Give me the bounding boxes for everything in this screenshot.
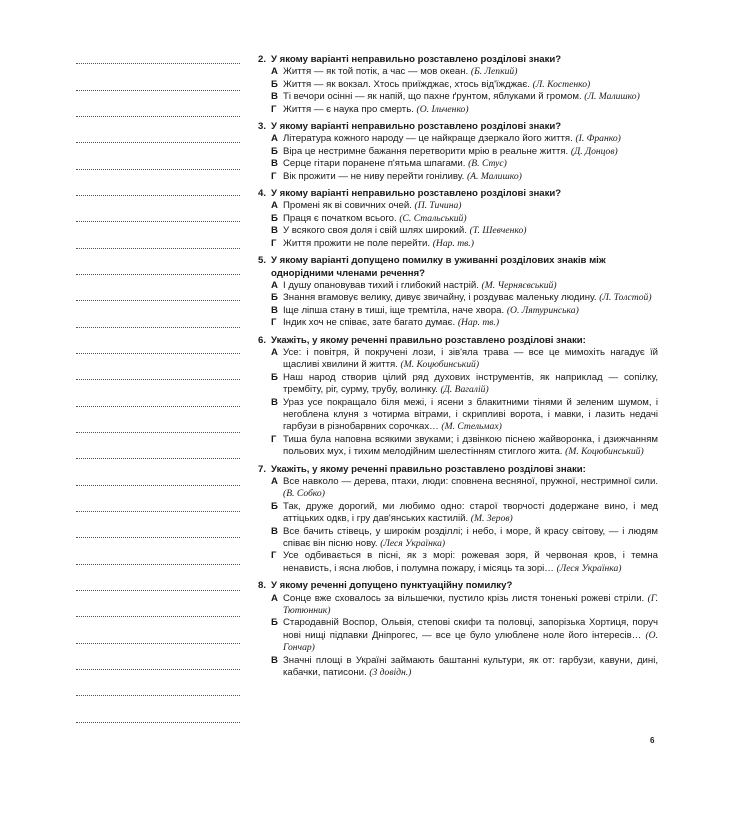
option-letter: Б [271, 212, 278, 224]
option-text: І душу опановував тихий і глибокий настрій. [283, 279, 479, 291]
option-letter: Г [271, 317, 277, 329]
option-letter: В [271, 525, 278, 537]
option-text: Промені як ві совичних очей. [283, 200, 412, 212]
option-v [258, 305, 658, 317]
answer-line [76, 485, 240, 486]
option-letter: В [271, 158, 278, 170]
option-v [258, 655, 658, 680]
option-letter: В [271, 91, 278, 103]
option-source: (Леся Українка) [556, 562, 622, 574]
option-source: (Нар. тв.) [432, 237, 474, 249]
question-8 [258, 580, 658, 679]
option-text: Серце гітари поранене п'ятьма шпагами. [283, 158, 466, 170]
question-7 [258, 464, 658, 576]
option-letter: Г [271, 433, 277, 445]
option-b [258, 79, 658, 91]
answer-line [76, 643, 240, 644]
option-letter: В [271, 396, 278, 408]
option-text: Життя — є наука про смерть. [283, 103, 414, 115]
question-number: 7. [258, 463, 267, 475]
answer-line [76, 300, 240, 301]
option-source: (О. Лятуринська) [506, 304, 579, 316]
option-source: (Нар. тв.) [457, 317, 500, 329]
option-letter: А [271, 592, 278, 604]
option-h [258, 238, 658, 250]
answer-line [76, 116, 240, 117]
option-text: Так, друже дорогий, ми любимо одно: старої творчості додержане вино, і мед аттіцьких одкв, і гру дав'янських кастилій. [283, 500, 658, 525]
option-letter: Г [271, 170, 277, 182]
answer-line [76, 248, 240, 249]
option-letter: Г [271, 103, 277, 115]
option-v [258, 158, 658, 170]
option-letter: Б [271, 500, 278, 512]
option-text: Ті вечори осінні — як напій, що пахне ґрунтом, яблуками й громом. [283, 91, 582, 103]
question-4 [258, 188, 658, 250]
option-v [258, 397, 658, 434]
answer-line [76, 379, 240, 380]
option-letter: А [271, 279, 278, 291]
option-source: (М. Коцюбинський) [400, 359, 480, 371]
option-text: У всякого своя доля і свій шлях широкий. [283, 225, 467, 237]
option-a [258, 66, 658, 78]
option-letter: В [271, 304, 278, 316]
option-source: (О. Гончар) [283, 629, 658, 654]
option-a [258, 476, 658, 501]
answer-line [76, 432, 240, 433]
option-source: (Д. Донцов) [570, 145, 618, 157]
option-source: (Л. Толстой) [599, 292, 652, 304]
option-source: (А. Малишко) [466, 170, 522, 182]
answer-line [76, 511, 240, 512]
answer-line [76, 537, 240, 538]
option-text: Вік прожити — не ниву перейти гоніливу. [283, 170, 465, 182]
option-letter: А [271, 346, 278, 358]
question-number: 8. [258, 580, 267, 592]
option-a [258, 593, 658, 618]
option-b [258, 372, 658, 397]
question-prompt: У якому варіанті неправильно розставлено розділові знаки? [271, 121, 562, 133]
option-source: (М. Стельмах) [441, 421, 502, 433]
option-v [258, 91, 658, 103]
option-text: Стародавній Воспор, Ольвія, степові скифи та половці, запорізька Хортиця, поруч нові нищі підпавки Дніпрогес, — все це було улюблене ноле його інтересів… [283, 617, 658, 641]
option-source: (В. Стус) [468, 158, 507, 170]
option-letter: А [271, 476, 278, 487]
page-number: 6 [650, 736, 655, 745]
option-source: (Т. Шевченко) [469, 225, 527, 237]
answer-line [76, 221, 240, 222]
question-number: 2. [258, 54, 267, 65]
option-v [258, 526, 658, 551]
option-b [258, 292, 658, 304]
option-source: (Л. Костенко) [532, 78, 591, 90]
option-text: Індик хоч не співає, зате багато думає. [283, 317, 456, 329]
option-text: Все навколо — дерева, птахи, люди: сповнена весняної, пружної, нестримної сили. [283, 476, 658, 487]
answer-line [76, 406, 240, 407]
option-text: Ураз усе покращало біля межі, і ясени з блакитними тінями й зеленим шумом, і негоблена клуня з чотирма вітрами, і скрипливі ворота, і мавки, і лазить недачі гарбузи в різнобарвних сорочках… [283, 396, 658, 433]
option-text: Усе одбивається в пісні, як з морі: рожевая зоря, й червоная кров, і темна ненависть, і ясна любов, і полумна пожару, і місяць та зорі… [283, 550, 658, 574]
option-source: (Б. Лепкий) [470, 66, 518, 78]
option-letter: А [271, 66, 278, 78]
option-text: Тиша була наповна всякими звуками; і дзвінкою піснею жайворонка, і дзижчанням польових мух, і тихим мелодійним шелестінням стиглого жита. [283, 433, 658, 458]
question-prompt: Укажіть, у якому реченні правильно розставлено розділові знаки: [271, 334, 586, 346]
option-a [258, 200, 658, 212]
option-source: (П. Тичина) [414, 200, 462, 212]
option-text: Все бачить стівець, у широкім розділлі; і небо, і море, й красу світову, — і людям співає він пісню нову. [283, 525, 658, 550]
option-text: Література кожного народу — це найкраще дзеркало його життя. [283, 133, 573, 145]
option-letter: В [271, 225, 278, 237]
option-text: Життя — як вокзал. Хтось приїжджає, хтось від'їжджає. [283, 78, 530, 90]
test-questions [258, 54, 658, 685]
question-number: 4. [258, 188, 267, 200]
answer-line [76, 353, 240, 354]
option-source: (М. Зеров) [470, 513, 513, 525]
option-v [258, 225, 658, 237]
option-a [258, 133, 658, 145]
option-b [258, 617, 658, 654]
option-source: (М. Черняєвський) [481, 279, 557, 291]
question-prompt: У якому варіанті неправильно розставлено розділові знаки? [271, 188, 562, 200]
question-prompt: У якому варіанті допущено помилку в уживанні розділових знаків між однорідними членами речення? [271, 255, 606, 279]
option-text: Життя — як той потік, а час — мов океан. [283, 66, 469, 78]
option-h [258, 434, 658, 459]
option-b [258, 213, 658, 225]
option-letter: А [271, 200, 278, 212]
option-text: Сонце вже сховалось за вільшечки, пустило крізь листя тоненькі рожеві стріли. [283, 592, 645, 604]
answer-line [76, 274, 240, 275]
option-source: (Д. Вагалій) [440, 384, 489, 396]
option-letter: Б [271, 78, 278, 90]
question-number: 6. [258, 334, 267, 346]
option-source: (М. Коцюбинський) [565, 446, 644, 458]
option-h [258, 171, 658, 183]
option-letter: А [271, 133, 278, 145]
answer-line [76, 564, 240, 565]
option-text: Знання вгамовує велику, дивує звичайну, і роздуває маленьку людину. [283, 292, 597, 304]
option-source: (Леся Українка) [380, 538, 446, 550]
question-6 [258, 335, 658, 459]
question-prompt: Укажіть, у якому реченні правильно розставлено розділові знаки: [271, 463, 586, 475]
answer-line [76, 722, 240, 723]
option-h [258, 104, 658, 116]
question-number: 5. [258, 255, 267, 267]
question-5 [258, 255, 658, 329]
question-2 [258, 54, 658, 116]
option-text: Усе: і повітря, й покручені лози, і зів'яла трава — все це мимохіть нагадує їй щасливі хвилини й життя. [283, 346, 658, 371]
answer-line [76, 195, 240, 196]
answer-line [76, 169, 240, 170]
option-letter: Г [271, 550, 277, 562]
option-b [258, 501, 658, 526]
option-a [258, 280, 658, 292]
answer-line [76, 90, 240, 91]
option-h [258, 550, 658, 575]
option-text: Іще ліпша стану в тиші, іще тремтіла, наче хвора. [283, 304, 505, 316]
option-letter: Б [271, 292, 278, 304]
answer-line [76, 142, 240, 143]
option-a [258, 347, 658, 372]
option-letter: Г [271, 237, 277, 249]
option-source: (С. Стальський) [399, 212, 467, 224]
answer-line [76, 695, 240, 696]
question-prompt: У якому варіанті неправильно розставлено розділові знаки? [271, 54, 562, 65]
option-source: (І. Франко) [575, 133, 621, 145]
option-source: (В. Собко) [283, 488, 325, 500]
option-text: Значні площі в Україні займають баштанні культури, як от: гарбузи, кавуни, дині, кабачки, патисони. [283, 654, 658, 679]
answer-line [76, 63, 240, 64]
option-text: Віра це нестримне бажання перетворити мрію в реальне життя. [283, 145, 569, 157]
question-prompt: У якому реченні допущено пунктуаційну помилку? [271, 580, 513, 592]
answer-line [76, 458, 240, 459]
option-source: (Г. Тютюнник) [283, 592, 658, 617]
option-text: Праця є початком всього. [283, 212, 397, 224]
answer-line [76, 590, 240, 591]
question-number: 3. [258, 121, 267, 133]
option-b [258, 146, 658, 158]
option-letter: Б [271, 145, 278, 157]
option-source: (О. Ільченко) [416, 103, 469, 115]
answer-line [76, 669, 240, 670]
option-source: (Л. Малишко) [584, 91, 640, 103]
option-letter: В [271, 654, 278, 666]
answer-line [76, 616, 240, 617]
option-letter: Б [271, 617, 278, 629]
answer-line [76, 327, 240, 328]
option-text: Життя прожити не поле перейти. [283, 237, 431, 249]
option-letter: Б [271, 371, 278, 383]
option-text: Наш народ створив цілий ряд духових інструментів, як наприклад — сопілку, трембіту, ріг, сурму, трубу, волинку. [283, 371, 658, 396]
question-3 [258, 121, 658, 183]
option-source: (З довідн.) [369, 667, 412, 679]
option-h [258, 317, 658, 329]
